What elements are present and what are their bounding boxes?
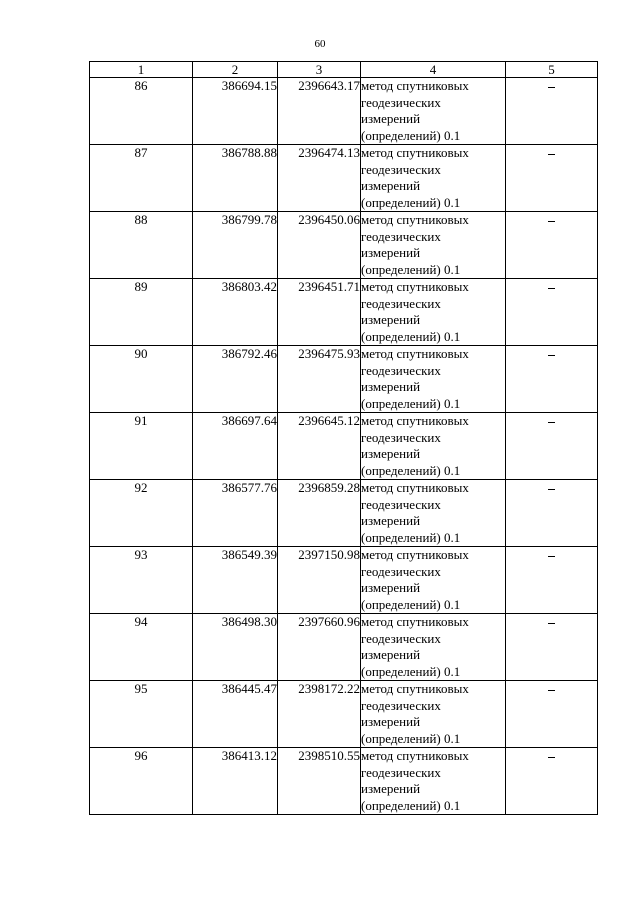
table-row bbox=[90, 681, 598, 748]
y-coordinate-cell: 2398510.55 bbox=[278, 748, 361, 815]
method-cell bbox=[361, 614, 506, 681]
method-line: (определений) 0.1 bbox=[361, 328, 461, 344]
method-line: (определений) 0.1 bbox=[361, 127, 461, 143]
method-line: (определений) 0.1 bbox=[361, 462, 461, 478]
method-line: (определений) 0.1 bbox=[361, 663, 461, 679]
method-line: (определений) 0.1 bbox=[361, 194, 461, 210]
y-coordinate-cell: 2396643.17 bbox=[278, 78, 361, 145]
dash-mark bbox=[548, 154, 555, 155]
method-line: (определений) 0.1 bbox=[361, 730, 461, 746]
description-cell bbox=[506, 614, 598, 681]
page-number: 60 bbox=[314, 38, 326, 50]
description-cell bbox=[506, 547, 598, 614]
method-line: геодезических bbox=[361, 563, 441, 579]
method-cell bbox=[361, 78, 506, 145]
description-cell bbox=[506, 346, 598, 413]
method-cell bbox=[361, 480, 506, 547]
dash-mark bbox=[548, 87, 555, 88]
x-coordinate-cell: 386413.12 bbox=[193, 748, 278, 815]
point-number-cell: 88 bbox=[90, 212, 193, 279]
method-line: геодезических bbox=[361, 630, 441, 646]
x-coordinate-cell: 386445.47 bbox=[193, 681, 278, 748]
table-row bbox=[90, 614, 598, 681]
method-cell bbox=[361, 681, 506, 748]
method-cell bbox=[361, 547, 506, 614]
method-line: геодезических bbox=[361, 697, 441, 713]
method-line: (определений) 0.1 bbox=[361, 395, 461, 411]
dash-mark bbox=[548, 355, 555, 356]
method-cell bbox=[361, 145, 506, 212]
x-coordinate-cell: 386803.42 bbox=[193, 279, 278, 346]
table-row bbox=[90, 212, 598, 279]
column-header-1: 1 bbox=[90, 62, 193, 78]
y-coordinate-cell: 2396645.12 bbox=[278, 413, 361, 480]
method-line: метод спутниковых bbox=[361, 145, 469, 160]
point-number-cell: 89 bbox=[90, 279, 193, 346]
description-cell bbox=[506, 748, 598, 815]
table-row bbox=[90, 145, 598, 212]
x-coordinate-cell: 386694.15 bbox=[193, 78, 278, 145]
column-header-5: 5 bbox=[506, 62, 598, 78]
y-coordinate-cell: 2397660.96 bbox=[278, 614, 361, 681]
y-coordinate-cell: 2396451.71 bbox=[278, 279, 361, 346]
point-number-cell: 94 bbox=[90, 614, 193, 681]
method-cell bbox=[361, 748, 506, 815]
x-coordinate-cell: 386498.30 bbox=[193, 614, 278, 681]
table-row bbox=[90, 346, 598, 413]
x-coordinate-cell: 386697.64 bbox=[193, 413, 278, 480]
point-number-cell: 95 bbox=[90, 681, 193, 748]
x-coordinate-cell: 386792.46 bbox=[193, 346, 278, 413]
point-number-cell: 92 bbox=[90, 480, 193, 547]
method-line: геодезических bbox=[361, 228, 441, 244]
method-line: геодезических bbox=[361, 429, 441, 445]
method-line: метод спутниковых bbox=[361, 413, 469, 428]
dash-mark bbox=[548, 221, 555, 222]
point-number-cell: 96 bbox=[90, 748, 193, 815]
dash-mark bbox=[548, 690, 555, 691]
method-line: метод спутниковых bbox=[361, 212, 469, 227]
y-coordinate-cell: 2396450.06 bbox=[278, 212, 361, 279]
dash-mark bbox=[548, 757, 555, 758]
x-coordinate-cell: 386577.76 bbox=[193, 480, 278, 547]
column-header-4: 4 bbox=[361, 62, 506, 78]
method-line: (определений) 0.1 bbox=[361, 797, 461, 813]
method-line: метод спутниковых bbox=[361, 547, 469, 562]
dash-mark bbox=[548, 623, 555, 624]
method-line: метод спутниковых bbox=[361, 681, 469, 696]
table-row bbox=[90, 480, 598, 547]
point-number-cell: 91 bbox=[90, 413, 193, 480]
method-line: измерений bbox=[361, 513, 421, 528]
y-coordinate-cell: 2396859.28 bbox=[278, 480, 361, 547]
method-line: измерений bbox=[361, 111, 421, 126]
x-coordinate-cell: 386549.39 bbox=[193, 547, 278, 614]
method-line: геодезических bbox=[361, 764, 441, 780]
description-cell bbox=[506, 279, 598, 346]
description-cell bbox=[506, 681, 598, 748]
table-header-row bbox=[90, 62, 598, 78]
method-cell bbox=[361, 413, 506, 480]
method-line: метод спутниковых bbox=[361, 279, 469, 294]
method-line: измерений bbox=[361, 245, 421, 260]
table-body bbox=[90, 78, 598, 815]
coordinates-table bbox=[89, 61, 598, 815]
y-coordinate-cell: 2398172.22 bbox=[278, 681, 361, 748]
method-line: (определений) 0.1 bbox=[361, 261, 461, 277]
dash-mark bbox=[548, 288, 555, 289]
point-number-cell: 87 bbox=[90, 145, 193, 212]
description-cell bbox=[506, 78, 598, 145]
method-line: измерений bbox=[361, 446, 421, 461]
table-row bbox=[90, 413, 598, 480]
y-coordinate-cell: 2396475.93 bbox=[278, 346, 361, 413]
table-row bbox=[90, 547, 598, 614]
method-line: (определений) 0.1 bbox=[361, 529, 461, 545]
method-line: измерений bbox=[361, 379, 421, 394]
method-line: (определений) 0.1 bbox=[361, 596, 461, 612]
method-cell bbox=[361, 346, 506, 413]
method-line: измерений bbox=[361, 580, 421, 595]
table-row bbox=[90, 279, 598, 346]
method-line: измерений bbox=[361, 714, 421, 729]
method-line: метод спутниковых bbox=[361, 78, 469, 93]
x-coordinate-cell: 386788.88 bbox=[193, 145, 278, 212]
column-header-3: 3 bbox=[278, 62, 361, 78]
description-cell bbox=[506, 413, 598, 480]
column-header-2: 2 bbox=[193, 62, 278, 78]
dash-mark bbox=[548, 556, 555, 557]
method-line: измерений bbox=[361, 781, 421, 796]
method-line: геодезических bbox=[361, 496, 441, 512]
point-number-cell: 86 bbox=[90, 78, 193, 145]
method-cell bbox=[361, 279, 506, 346]
table-row bbox=[90, 78, 598, 145]
method-line: геодезических bbox=[361, 295, 441, 311]
method-line: геодезических bbox=[361, 362, 441, 378]
method-line: геодезических bbox=[361, 94, 441, 110]
method-line: измерений bbox=[361, 647, 421, 662]
point-number-cell: 93 bbox=[90, 547, 193, 614]
method-line: метод спутниковых bbox=[361, 480, 469, 495]
table-row bbox=[90, 748, 598, 815]
method-cell bbox=[361, 212, 506, 279]
y-coordinate-cell: 2396474.13 bbox=[278, 145, 361, 212]
method-line: геодезических bbox=[361, 161, 441, 177]
dash-mark bbox=[548, 489, 555, 490]
method-line: измерений bbox=[361, 312, 421, 327]
method-line: измерений bbox=[361, 178, 421, 193]
dash-mark bbox=[548, 422, 555, 423]
y-coordinate-cell: 2397150.98 bbox=[278, 547, 361, 614]
x-coordinate-cell: 386799.78 bbox=[193, 212, 278, 279]
description-cell bbox=[506, 145, 598, 212]
description-cell bbox=[506, 480, 598, 547]
method-line: метод спутниковых bbox=[361, 614, 469, 629]
point-number-cell: 90 bbox=[90, 346, 193, 413]
method-line: метод спутниковых bbox=[361, 748, 469, 763]
method-line: метод спутниковых bbox=[361, 346, 469, 361]
description-cell bbox=[506, 212, 598, 279]
